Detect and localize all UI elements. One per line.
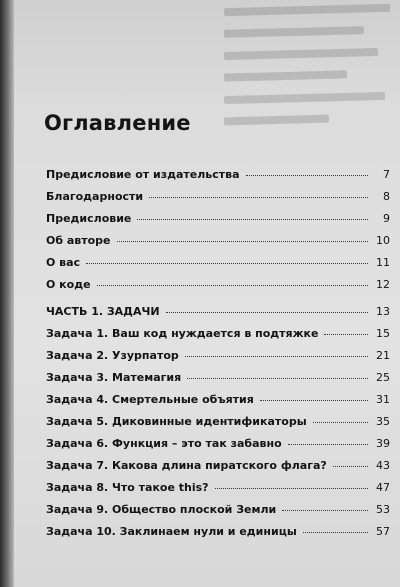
toc-entry-label: Задача 9. Общество плоской Земли bbox=[46, 503, 277, 516]
toc-entry-page: 21 bbox=[376, 349, 390, 362]
toc-entry-label: Задача 7. Какова длина пиратского флага? bbox=[46, 459, 327, 472]
toc-entry-page: 57 bbox=[376, 525, 390, 538]
toc-entry[interactable] bbox=[46, 168, 390, 181]
leader-dots bbox=[97, 284, 368, 286]
toc-entry-page: 9 bbox=[383, 212, 390, 225]
toc-entry[interactable] bbox=[46, 437, 390, 450]
toc-entry[interactable] bbox=[46, 393, 390, 406]
leader-dots bbox=[185, 355, 368, 357]
toc-entry-label: Задача 10. Заклинаем нули и единицы bbox=[46, 525, 297, 538]
toc-entry[interactable] bbox=[46, 278, 390, 291]
toc-entry-label: ЧАСТЬ 1. ЗАДАЧИ bbox=[46, 305, 160, 318]
toc-entry[interactable] bbox=[46, 525, 390, 538]
toc-entry[interactable] bbox=[46, 256, 390, 269]
toc-entry-page: 25 bbox=[376, 371, 390, 384]
toc-entry[interactable] bbox=[46, 481, 390, 494]
toc-entry-page: 7 bbox=[383, 168, 390, 181]
toc-entry[interactable] bbox=[46, 415, 390, 428]
toc-entry[interactable] bbox=[46, 349, 390, 362]
toc-entry-page: 35 bbox=[376, 415, 390, 428]
toc-entry-page: 43 bbox=[376, 459, 390, 472]
toc-entry-label: Задача 1. Ваш код нуждается в подтяжке bbox=[46, 327, 319, 340]
leader-dots bbox=[246, 174, 368, 176]
toc-entry[interactable] bbox=[46, 459, 390, 472]
show-through-text bbox=[224, 6, 399, 146]
leader-dots bbox=[303, 531, 368, 533]
toc-entry-page: 10 bbox=[376, 234, 390, 247]
toc-entry-label: Об авторе bbox=[46, 234, 111, 247]
toc-entry-page: 8 bbox=[383, 190, 390, 203]
toc-entry-page: 13 bbox=[376, 305, 390, 318]
leader-dots bbox=[333, 465, 368, 467]
leader-dots bbox=[117, 240, 368, 242]
toc-entry-label: Задача 6. Функция – это так забавно bbox=[46, 437, 282, 450]
toc-entry-label: Задача 8. Что такое this? bbox=[46, 481, 209, 494]
toc-entry-page: 11 bbox=[376, 256, 390, 269]
toc-entry[interactable] bbox=[46, 371, 390, 384]
toc-entry-label: Предисловие от издательства bbox=[46, 168, 240, 181]
leader-dots bbox=[324, 333, 368, 335]
leader-dots bbox=[282, 509, 368, 511]
toc-entry-page: 47 bbox=[376, 481, 390, 494]
toc-entry-label: О вас bbox=[46, 256, 81, 269]
toc-entry-label: Задача 4. Смертельные объятия bbox=[46, 393, 254, 406]
toc-entry-part[interactable] bbox=[46, 305, 390, 318]
leader-dots bbox=[166, 311, 368, 313]
toc-entry-label: Задача 3. Матемагия bbox=[46, 371, 182, 384]
leader-dots bbox=[149, 196, 368, 198]
leader-dots bbox=[215, 487, 368, 489]
toc-entry[interactable] bbox=[46, 234, 390, 247]
toc-heading: Оглавление bbox=[44, 111, 191, 135]
toc-entry-label: Предисловие bbox=[46, 212, 132, 225]
toc-entry-label: Благодарности bbox=[46, 190, 144, 203]
toc-entry[interactable] bbox=[46, 190, 390, 203]
leader-dots bbox=[288, 443, 368, 445]
toc-entry-label: Задача 5. Диковинные идентификаторы bbox=[46, 415, 307, 428]
leader-dots bbox=[313, 421, 368, 423]
leader-dots bbox=[86, 262, 368, 264]
toc-entry-page: 39 bbox=[376, 437, 390, 450]
toc-entry-page: 31 bbox=[376, 393, 390, 406]
leader-dots bbox=[137, 218, 368, 220]
toc-entry-label: Задача 2. Узурпатор bbox=[46, 349, 179, 362]
toc-entry-label: О коде bbox=[46, 278, 91, 291]
book-page bbox=[14, 0, 400, 587]
toc-entry-page: 53 bbox=[376, 503, 390, 516]
book-spine-shadow bbox=[0, 0, 14, 587]
toc-entry-page: 15 bbox=[376, 327, 390, 340]
toc-entry-page: 12 bbox=[376, 278, 390, 291]
toc-entry[interactable] bbox=[46, 212, 390, 225]
leader-dots bbox=[260, 399, 368, 401]
toc-entry[interactable] bbox=[46, 327, 390, 340]
leader-dots bbox=[187, 377, 368, 379]
toc-entry[interactable] bbox=[46, 503, 390, 516]
